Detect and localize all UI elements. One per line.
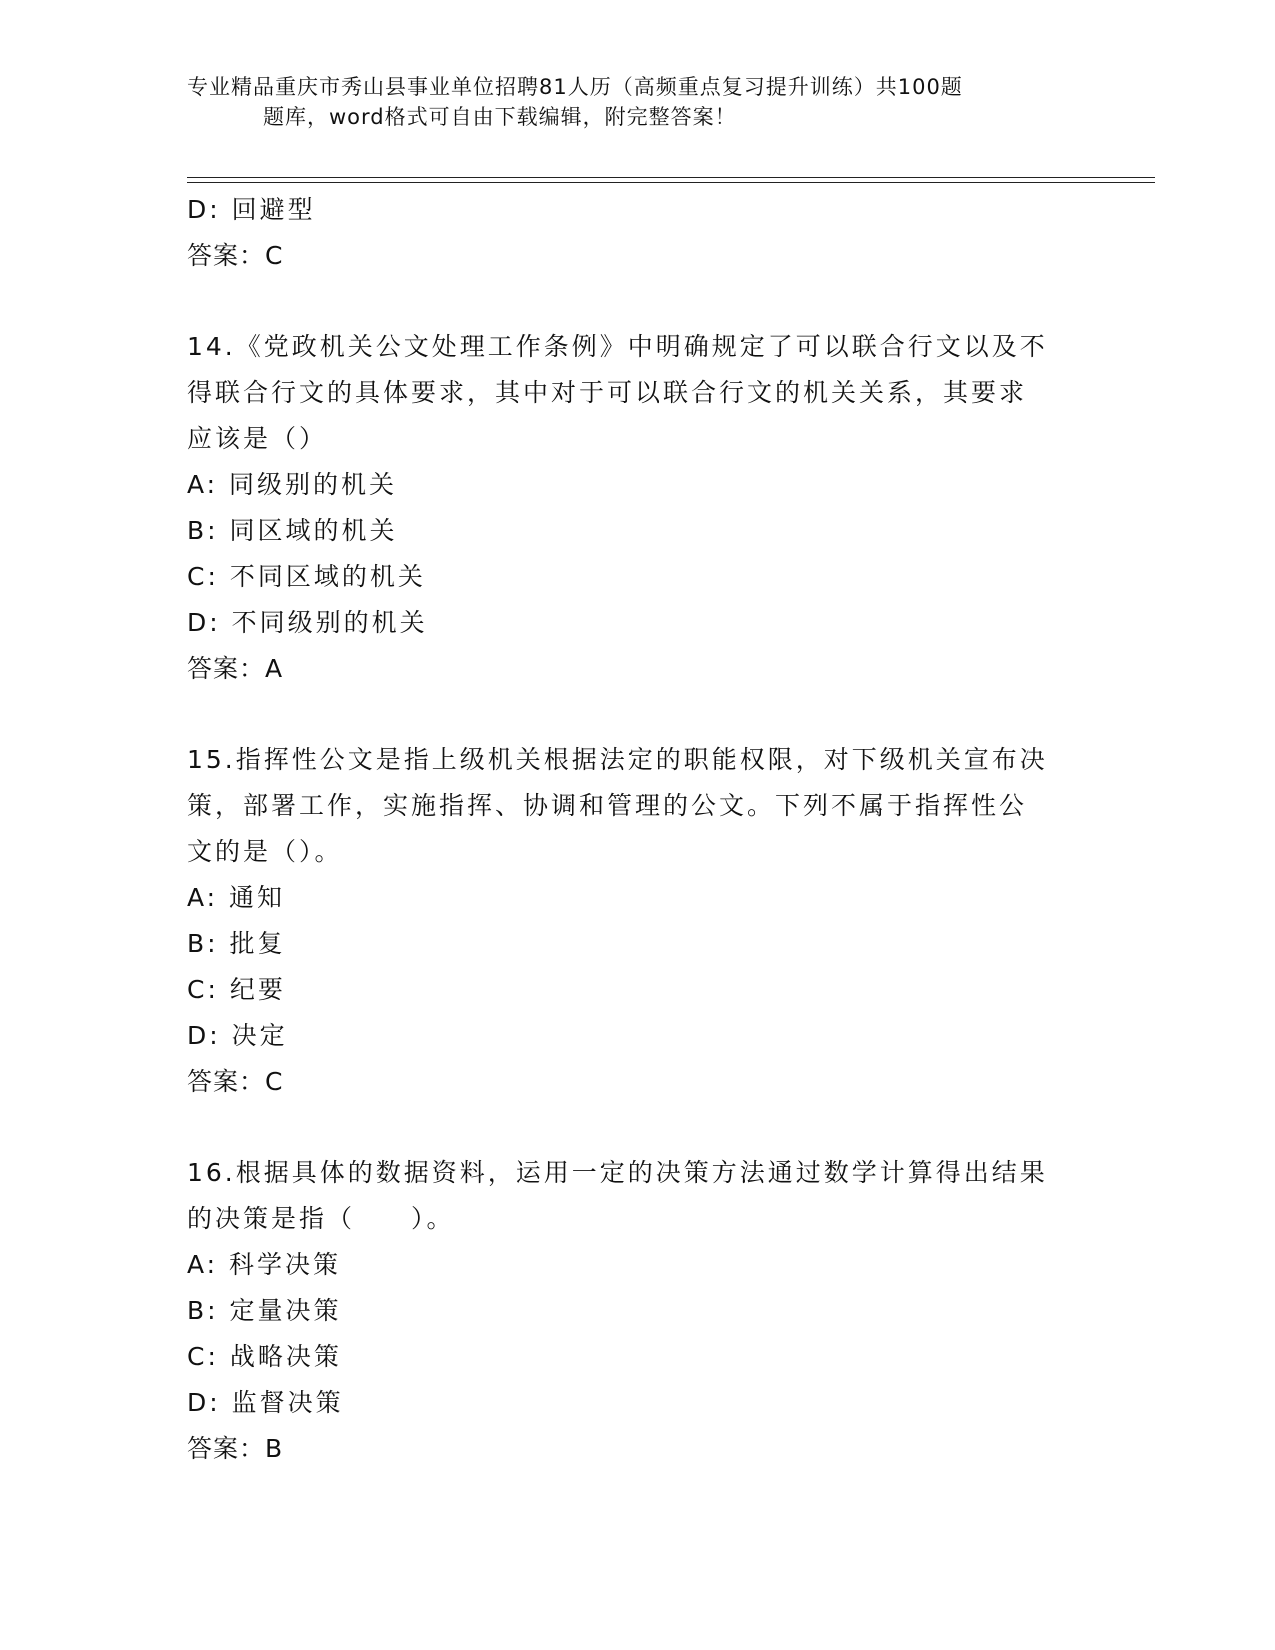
answer: 答案：B: [187, 1434, 284, 1463]
answer: 答案：C: [187, 1067, 284, 1096]
question-14: [187, 324, 1087, 692]
document-header: [187, 72, 1067, 132]
question-16: [187, 1150, 1087, 1472]
question-text-line: 的决策是指（ ）。: [187, 1204, 455, 1233]
header-rule-top: [187, 177, 1155, 178]
option-b: B: 定量决策: [187, 1296, 342, 1325]
question-15: [187, 737, 1087, 1105]
question-text-line: 策，部署工作，实施指挥、协调和管理的公文。下列不属于指挥性公: [187, 791, 1028, 820]
carryover-option-d: D: 回避型: [187, 195, 316, 224]
carryover-answer: 答案：C: [187, 241, 284, 270]
question-text-line: 应该是（）: [187, 424, 328, 453]
question-text-line: 得联合行文的具体要求，其中对于可以联合行文的机关关系，其要求: [187, 378, 1028, 407]
header-line-1: 专业精品重庆市秀山县事业单位招聘81人历（高频重点复习提升训练）共100题: [187, 75, 963, 99]
header-line-2: 题库，word格式可自由下载编辑，附完整答案！: [263, 105, 737, 129]
option-c: C: 纪要: [187, 975, 286, 1004]
option-c: C: 不同区域的机关: [187, 562, 426, 591]
question-text-line: 14.《党政机关公文处理工作条例》中明确规定了可以联合行文以及不: [187, 332, 1048, 361]
question-text-line: 15.指挥性公文是指上级机关根据法定的职能权限，对下级机关宣布决: [187, 745, 1048, 774]
option-b: B: 批复: [187, 929, 286, 958]
option-a: A: 通知: [187, 883, 286, 912]
option-d: D: 不同级别的机关: [187, 608, 428, 637]
option-b: B: 同区域的机关: [187, 516, 398, 545]
option-d: D: 监督决策: [187, 1388, 344, 1417]
answer: 答案：A: [187, 654, 284, 683]
spacer: [187, 279, 1087, 324]
question-text-line: 文的是（）。: [187, 837, 343, 866]
option-c: C: 战略决策: [187, 1342, 342, 1371]
option-a: A: 科学决策: [187, 1250, 342, 1279]
spacer: [187, 692, 1087, 737]
document-body: [187, 187, 1087, 1472]
option-d: D: 决定: [187, 1021, 288, 1050]
option-a: A: 同级别的机关: [187, 470, 398, 499]
question-text-line: 16.根据具体的数据资料，运用一定的决策方法通过数学计算得出结果: [187, 1158, 1048, 1187]
spacer: [187, 1105, 1087, 1150]
header-rule-bottom: [187, 182, 1155, 183]
